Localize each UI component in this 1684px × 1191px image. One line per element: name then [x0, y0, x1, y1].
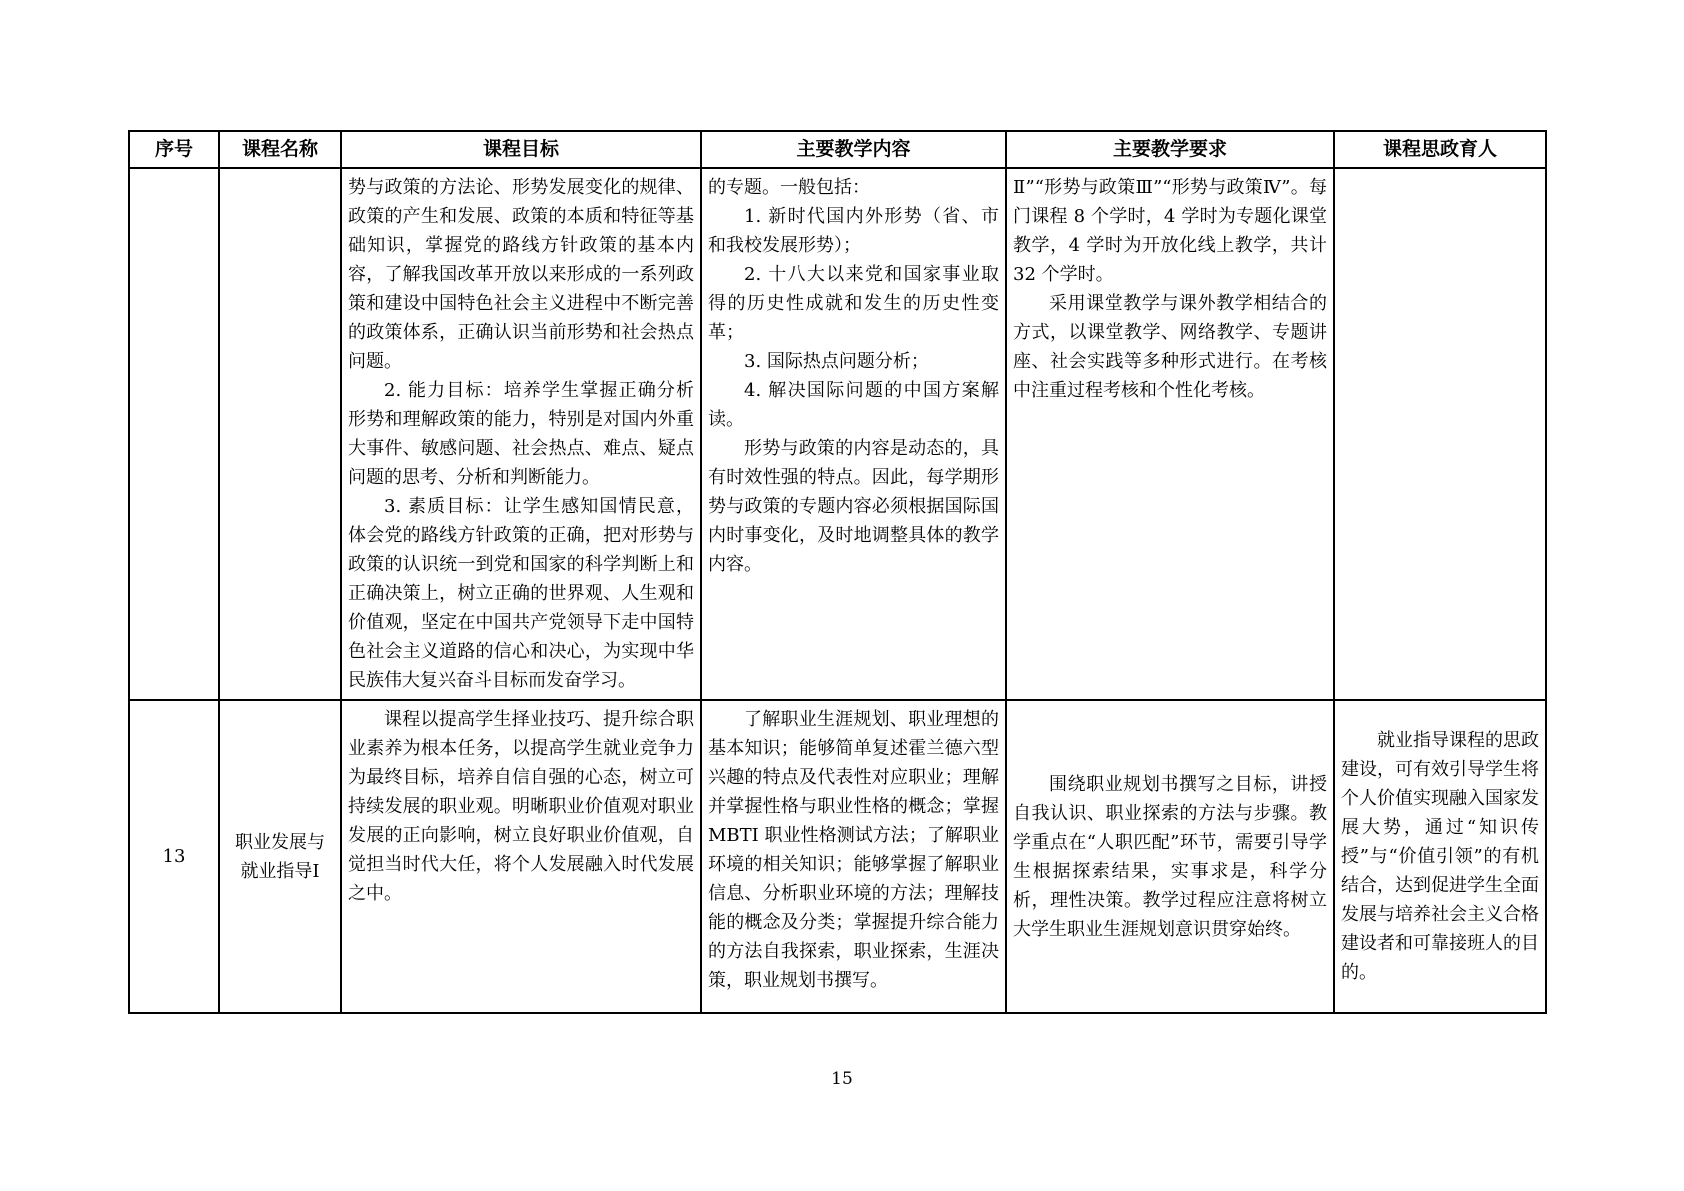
page-number: 15 [831, 1069, 853, 1089]
table-header-row [129, 131, 1546, 168]
paragraph: 形势与政策的内容是动态的，具有时效性强的特点。因此，每学期形势与政策的专题内容必须根据国际国内时事变化，及时地调整具体的教学内容。 [708, 438, 999, 575]
paragraph: 了解职业生涯规划、职业理想的基本知识；能够简单复述霍兰德六型兴趣的特点及代表性对应职业；理解并掌握性格与职业性格的概念；掌握 MBTI 职业性格测试方法；了解职业环境的相关知识；能够掌握了解职业信息、分析职业环境的方法；理解技能的概念及分类；掌握提升综合能力的方法自我探索，职业探索，生涯决策，职业规划书撰写。 [708, 709, 999, 991]
table-row [129, 168, 1546, 700]
header-cell-course-name: 课程名称 [219, 131, 341, 168]
paragraph: 3. 国际热点问题分析； [744, 351, 929, 372]
cell-seq [129, 168, 219, 700]
cell-objectives [341, 168, 701, 700]
cell-content [701, 700, 1006, 1013]
course-name-text: 职业发展与就业指导Ⅰ [235, 831, 325, 882]
paragraph: 课程以提高学生择业技巧、提升综合职业素养为根本任务，以提高学生就业竞争力为最终目标，培养自信自强的心态，树立可持续发展的职业观。明晰职业价值观对职业发展的正向影响，树立良好职业价值观，自觉担当时代大任，将个人发展融入时代发展之中。 [348, 709, 694, 904]
header-cell-ideology: 课程思政育人 [1334, 131, 1546, 168]
paragraph: 2. 能力目标：培养学生掌握正确分析形势和理解政策的能力，特别是对国内外重大事件、敏感问题、社会热点、难点、疑点问题的思考、分析和判断能力。 [348, 380, 694, 488]
paragraph: 3. 素质目标：让学生感知国情民意，体会党的路线方针政策的正确，把对形势与政策的认识统一到党和国家的科学判断上和正确决策上，树立正确的世界观、人生观和价值观，坚定在中国共产党领导下走中国特色社会主义道路的信心和决心，为实现中华民族伟大复兴奋斗目标而发奋学习。 [348, 496, 694, 691]
paragraph: 采用课堂教学与课外教学相结合的方式，以课堂教学、网络教学、专题讲座、社会实践等多种形式进行。在考核中注重过程考核和个性化考核。 [1013, 293, 1327, 401]
cell-requirements [1006, 700, 1334, 1013]
paragraph: 4. 解决国际问题的中国方案解读。 [708, 380, 999, 430]
header-cell-seq: 序号 [129, 131, 219, 168]
paragraph: Ⅱ”“形势与政策Ⅲ”“形势与政策Ⅳ”。每门课程 8 个学时，4 学时为专题化课堂教学，4 学时为开放化线上教学，共计 32 个学时。 [1013, 177, 1327, 285]
paragraph: 势与政策的方法论、形势发展变化的规律、政策的产生和发展、政策的本质和特征等基础知识，掌握党的路线方针政策的基本内容，了解我国改革开放以来形成的一系列政策和建设中国特色社会主义进程中不断完善的政策体系，正确认识当前形势和社会热点问题。 [348, 177, 694, 372]
cell-course-name [219, 700, 341, 1013]
paragraph: 就业指导课程的思政建设，可有效引导学生将个人价值实现融入国家发展大势，通过“知识传授”与“价值引领”的有机结合，达到促进学生全面发展与培养社会主义合格建设者和可靠接班人的目的。 [1341, 730, 1539, 983]
header-cell-content: 主要教学内容 [701, 131, 1006, 168]
cell-ideology [1334, 168, 1546, 700]
cell-objectives [341, 700, 701, 1013]
table-row [129, 700, 1546, 1013]
cell-seq: 13 [129, 700, 219, 1013]
header-cell-requirements: 主要教学要求 [1006, 131, 1334, 168]
paragraph: 围绕职业规划书撰写之目标，讲授自我认识、职业探索的方法与步骤。教学重点在“人职匹配”环节，需要引导学生根据探索结果，实事求是，科学分析，理性决策。教学过程应注意将树立大学生职业生涯规划意识贯穿始终。 [1013, 773, 1327, 940]
course-table [128, 130, 1547, 1014]
cell-course-name [219, 168, 341, 700]
paragraph: 的专题。一般包括： [708, 177, 870, 198]
header-cell-objectives: 课程目标 [341, 131, 701, 168]
paragraph: 1. 新时代国内外形势（省、市和我校发展形势）； [708, 206, 999, 256]
paragraph: 2. 十八大以来党和国家事业取得的历史性成就和发生的历史性变革； [708, 264, 999, 343]
cell-requirements [1006, 168, 1334, 700]
cell-ideology [1334, 700, 1546, 1013]
cell-content [701, 168, 1006, 700]
